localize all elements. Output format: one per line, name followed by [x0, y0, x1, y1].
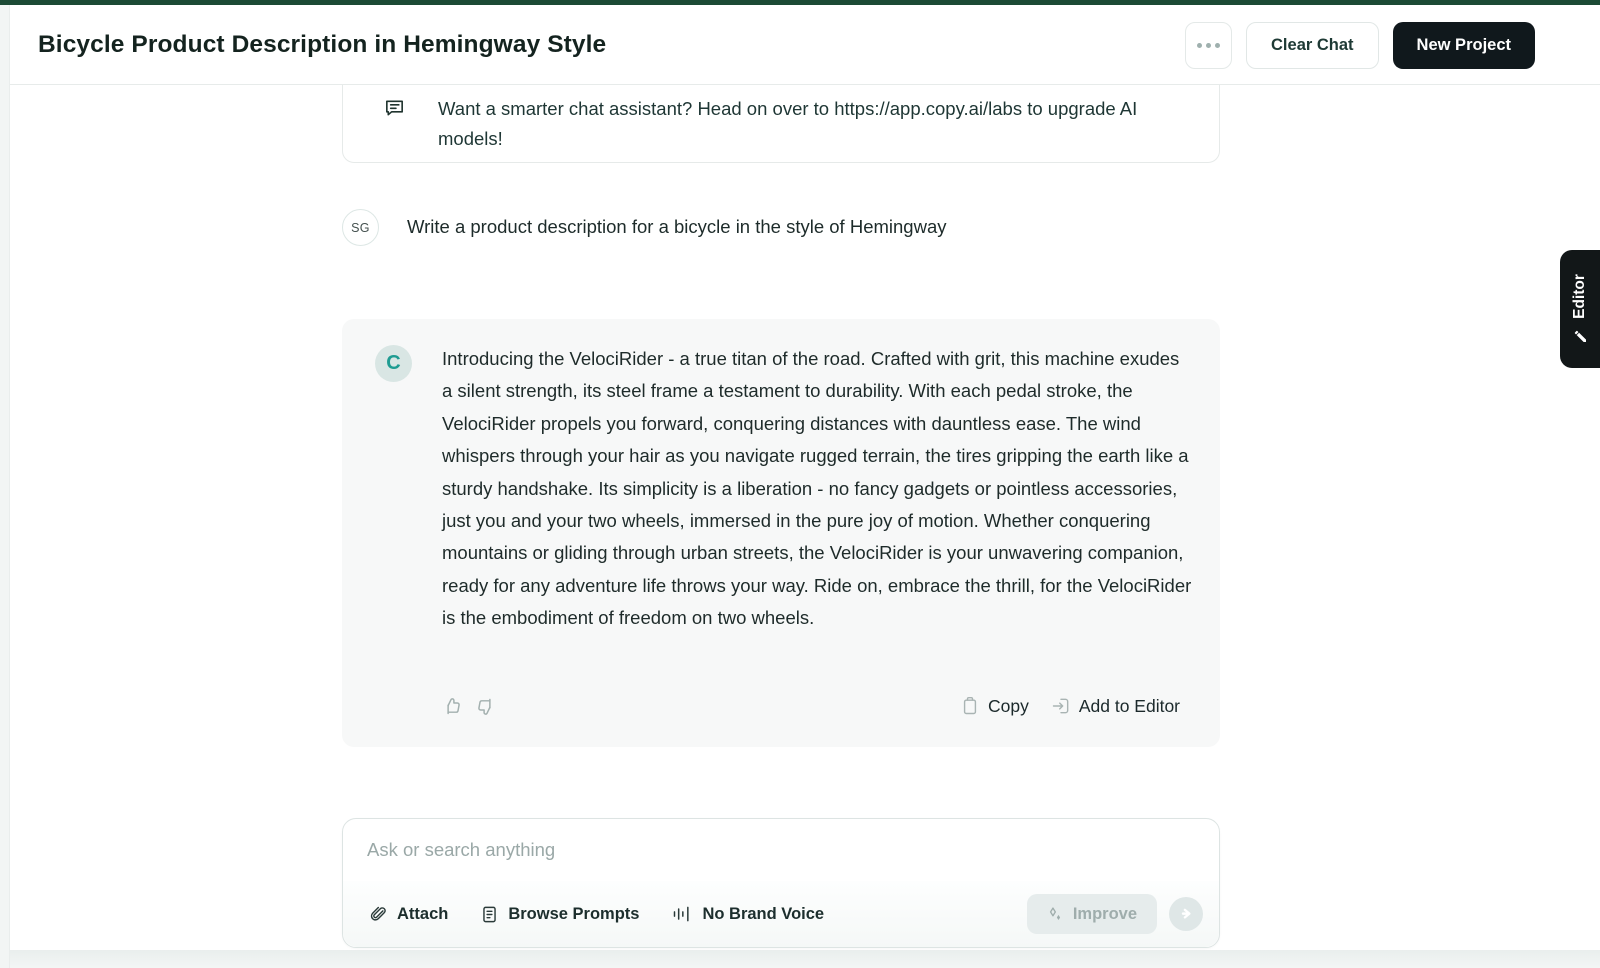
more-options-button[interactable] — [1185, 22, 1232, 69]
editor-tab[interactable] — [1560, 250, 1600, 368]
document-icon — [480, 905, 499, 924]
composer-toolbar — [343, 881, 1219, 947]
assistant-actions-row — [442, 691, 1180, 721]
assistant-message-text: Introducing the VelociRider - a true titan of the road. Crafted with grit, this machine exudes a silent strength, its steel frame a testament to durability. With each pedal stroke, the VelociRider propels you forward, conquering distances with dauntless ease. The wind whispers through your hair as you navigate rugged terrain, the tires gripping the earth like a sturdy handshake. Its simplicity is a liberation - no fancy gadgets or pointless accessories, just you and your two wheels, immersed in the pure joy of motion. Whether conquering mountains or gliding through urban streets, the VelociRider is your unwavering companion, ready for any adventure life throws your way. Ride on, embrace the thrill, for the VelociRider is the embodiment of freedom on two wheels. — [442, 348, 1192, 629]
brand-voice-label: No Brand Voice — [702, 904, 825, 923]
header — [10, 5, 1600, 85]
chat-bubble-icon — [383, 96, 406, 154]
voice-levels-icon — [671, 904, 693, 924]
attach-label: Attach — [397, 904, 449, 923]
add-to-editor-icon — [1051, 696, 1071, 716]
thumbs-up-button[interactable] — [442, 696, 463, 717]
add-to-editor-label: Add to Editor — [1078, 695, 1180, 716]
assistant-avatar: C — [375, 345, 412, 382]
page-title: Bicycle Product Description in Hemingway Style — [38, 30, 607, 58]
new-project-button[interactable]: New Project — [1393, 22, 1535, 69]
bottom-shadow-band — [0, 950, 1600, 968]
labs-notice-text: Want a smarter chat assistant? Head on over to https://app.copy.ai/labs to upgrade AI models! — [438, 98, 1138, 149]
browse-prompts-button[interactable] — [480, 905, 639, 924]
paperclip-icon — [369, 905, 388, 924]
user-message-text: Write a product description for a bicycle in the style of Hemingway — [407, 216, 947, 237]
brand-voice-button[interactable] — [671, 904, 824, 924]
assistant-message-card — [342, 319, 1220, 747]
chat-input[interactable] — [367, 829, 1197, 871]
thumbs-down-button[interactable] — [475, 696, 496, 717]
improve-button[interactable] — [1027, 894, 1157, 934]
send-arrow-icon — [1177, 905, 1195, 923]
send-button[interactable] — [1169, 897, 1203, 931]
user-avatar: SG — [342, 209, 379, 246]
clipboard-icon — [960, 696, 980, 716]
browse-prompts-label: Browse Prompts — [508, 904, 640, 923]
copy-button[interactable] — [960, 696, 1029, 717]
ellipsis-icon — [1197, 43, 1202, 48]
clear-chat-button[interactable]: Clear Chat — [1246, 22, 1379, 69]
improve-label: Improve — [1072, 904, 1137, 923]
thumbs-down-icon — [475, 696, 496, 717]
left-edge-strip — [0, 5, 10, 968]
pencil-icon — [1573, 329, 1588, 344]
add-to-editor-button[interactable] — [1051, 696, 1180, 717]
header-actions — [1185, 5, 1535, 85]
attach-button[interactable] — [369, 905, 448, 924]
composer — [342, 818, 1220, 948]
sparkle-icon — [1047, 906, 1064, 923]
top-accent-bar — [0, 0, 1600, 5]
editor-tab-label: Editor — [1571, 274, 1588, 319]
thumbs-up-icon — [442, 696, 463, 717]
user-message-row — [342, 209, 946, 246]
copy-label: Copy — [987, 695, 1029, 716]
